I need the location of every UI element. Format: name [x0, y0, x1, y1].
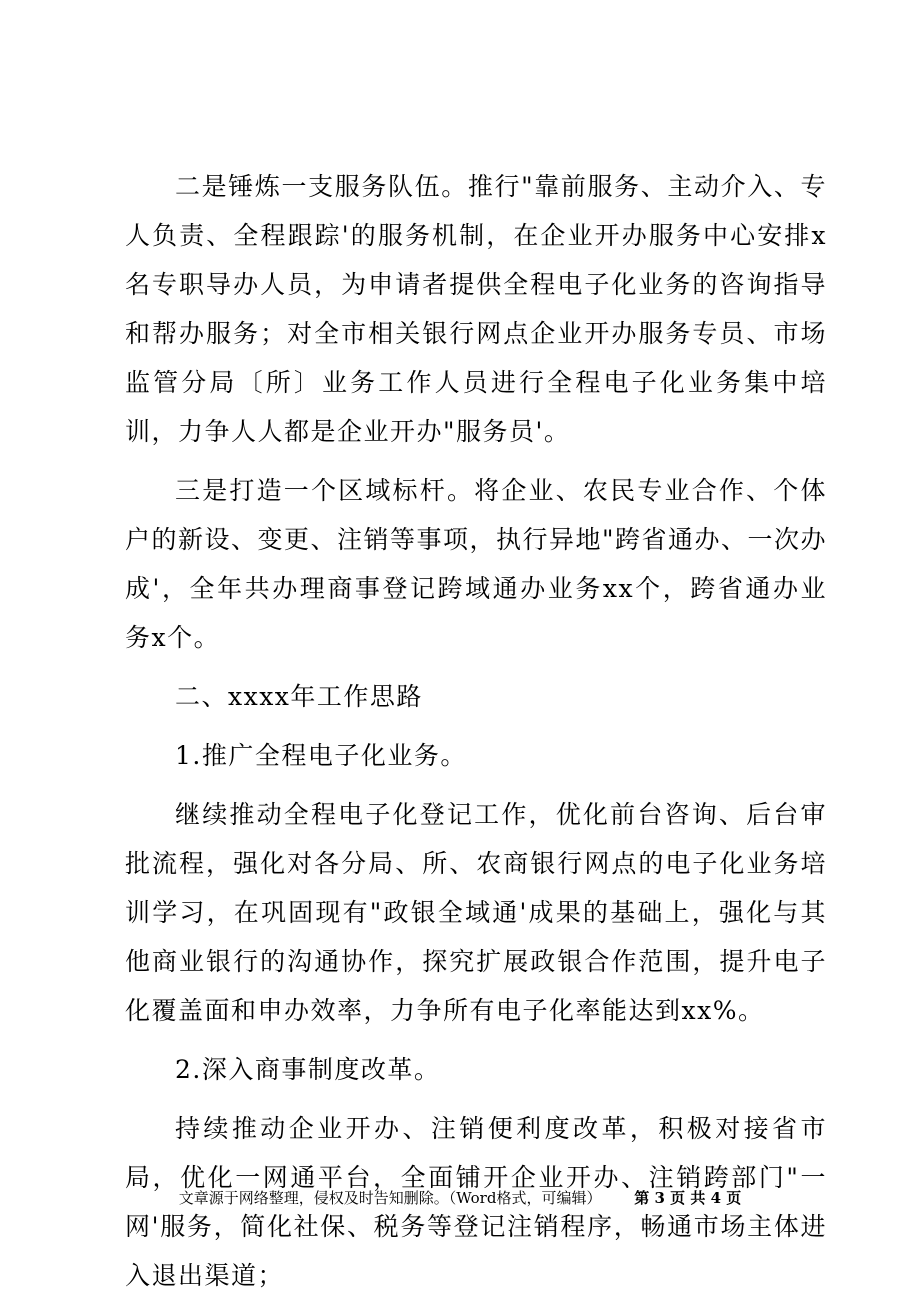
paragraph-electronic-registration: 继续推动全程电子化登记工作，优化前台咨询、后台审批流程，强化对各分局、所、农商银行网点的电子化业务培训学习，在巩固现有"政银全域通'成果的基础上，强化与其他商业银行的沟通协作，探究扩展政银合作范围，提升电子化覆盖面和申办效率，力争所有电子化率能达到xx%。	[125, 800, 827, 1025]
paragraph-service-team: 二是锤炼一支服务队伍。推行"靠前服务、主动介入、专人负责、全程跟踪'的服务机制，在企业开办服务中心安排x名专职导办人员，为申请者提供全程电子化业务的咨询指导和帮办服务；对全市相关银行网点企业开办服务专员、市场监管分局〔所〕业务工作人员进行全程电子化业务集中培训，力争人人都是企业开办"服务员'。	[125, 172, 827, 446]
paragraph-regional-benchmark: 三是打造一个区域标杆。将企业、农民专业合作、个体户的新设、变更、注销等事项，执行异地"跨省通办、一次办成'，全年共办理商事登记跨域通办业务xx个，跨省通办业务x个。	[125, 476, 828, 652]
section-heading-work-plan: 二、xxxx年工作思路	[175, 682, 423, 711]
footer-page-number: 第 3 页 共 4 页	[634, 1189, 742, 1207]
subheading-system-reform: 2.深入商事制度改革。	[175, 1055, 441, 1084]
footer-source-note: 文章源于网络整理，侵权及时告知删除。（Word格式，可编辑）	[178, 1189, 602, 1207]
page-footer	[0, 1187, 920, 1208]
subheading-electronic-business: 1.推广全程电子化业务。	[175, 741, 467, 770]
paragraph-reform-details: 持续推动企业开办、注销便利度改革，积极对接省市局，优化一网通平台，全面铺开企业开办、注销跨部门"一网'服务，简化社保、税务等登记注销程序，畅通市场主体进入退出渠道；	[125, 1114, 827, 1290]
document-body	[125, 162, 827, 1310]
